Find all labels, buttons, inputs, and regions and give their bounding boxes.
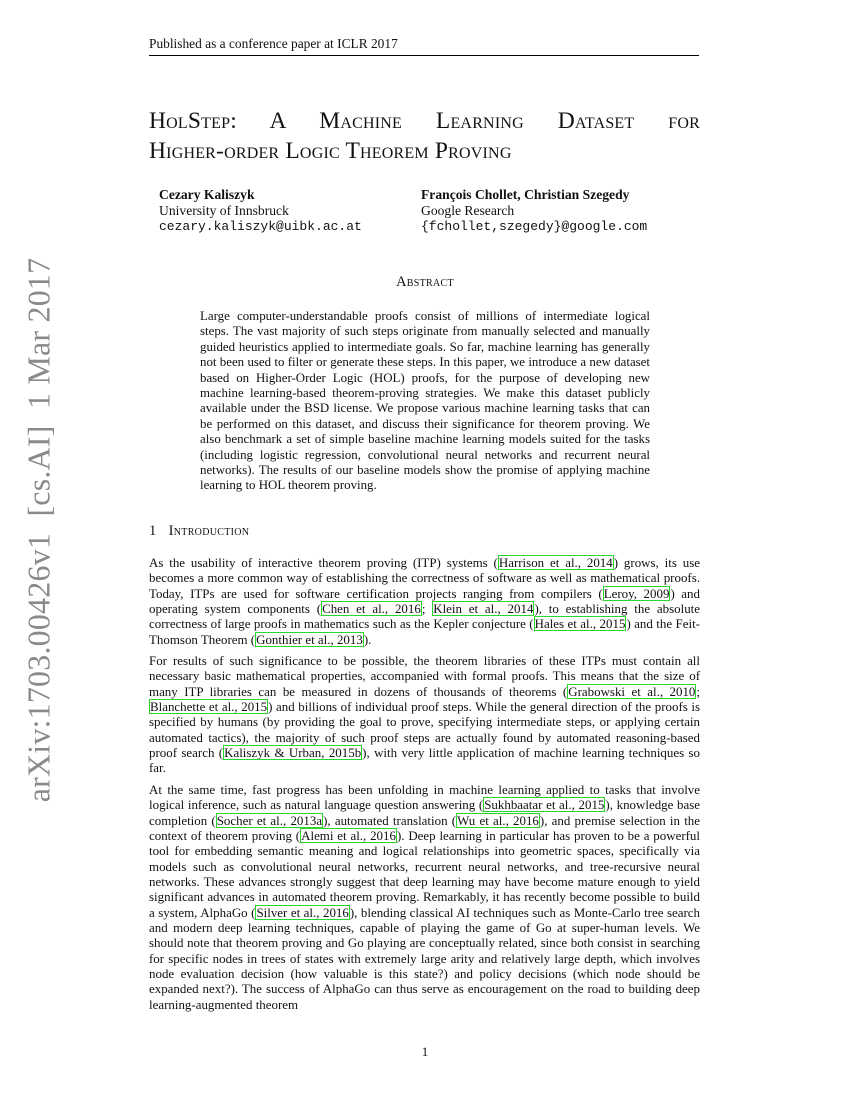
text-run: ). Deep learning in particular has proven to be a powerful tool for embedding semantic meaning and logical relationships into geometric spaces, specifically via models such as convolutional neural networks, recurrent neural networks, and tree-recursive neural networks. These advances strongly suggest that deep learning may have become mature enough to yield significant advances in automated theorem proving. Remarkably, it has recently become possible to build a system, AlphaGo ( — [149, 827, 700, 920]
text-run: ), knowledge base completion ( — [149, 797, 701, 828]
citation-link[interactable]: Harrison et al., 2014 — [498, 555, 613, 570]
section-title: Introduction — [168, 523, 250, 539]
text-run: ; — [696, 683, 700, 699]
paragraph-1 — [149, 555, 700, 647]
citation-link[interactable]: Gonthier et al., 2013 — [256, 631, 363, 647]
text-run: ), blending classical AI techniques such as Monte-Carlo tree search and modern deep learning techniques, capable of playing the game of Go at super-human levels. We should note that theorem proving and Go playing are conceptually related, since both consist in searching for specific nodes in trees of states with extremely large arity and relatively large depth, which involves node evaluation decision (how valuable is this state?) and policy decisions (which node should be expanded next?). The success of AlphaGo can thus serve as encouragement on the road to building deep learning-augmented theorem — [149, 904, 700, 1012]
citation-link[interactable]: Kaliszyk & Urban, 2015b — [224, 745, 362, 761]
introduction-body — [149, 555, 700, 1018]
section-heading-introduction — [149, 523, 249, 540]
citation-link[interactable]: Alemi et al., 2016 — [301, 827, 396, 843]
text-run: ; — [421, 601, 433, 617]
text-run: At the same time, fast progress has been unfolding in machine learning applied to tasks that involve logical inference, such as natural language question answering ( — [149, 781, 700, 813]
text-run: ), and premise selection in the context of theorem proving ( — [149, 812, 701, 843]
text-run: ) and billions of individual proof steps. While the general direction of the proofs is specified by humans (by providing the goal to prove, specifying intermediate steps, or applying certain automated tactics), the majority of such proof steps are actually found by automated reasoning-based proof search ( — [149, 699, 701, 761]
author-block-2 — [421, 187, 647, 235]
text-run: ) and the Feit-Thomson Theorem ( — [149, 616, 700, 647]
citation-link[interactable]: Sukhbaatar et al., 2015 — [484, 797, 605, 813]
citation-link[interactable]: Socher et al., 2013a — [216, 812, 323, 828]
text-run: ), to establishing the absolute correctness of large proofs in mathematics such as the Kepler conjecture ( — [149, 601, 701, 632]
author-email[interactable]: cezary.kaliszyk@uibk.ac.at — [159, 219, 362, 234]
section-number: 1 — [149, 523, 157, 539]
author-name: François Chollet, Christian Szegedy — [421, 187, 630, 202]
citation-link[interactable]: Hales et al., 2015 — [534, 616, 626, 632]
text-run: For results of such significance to be possible, the theorem libraries of these ITPs must contain all necessary basic mathematical properties, accompanied with formal proofs. This means that the size of many ITP libraries can be measured in dozens of thousands of theorems ( — [149, 653, 700, 699]
citation-link[interactable]: Chen et al., 2016 — [322, 601, 421, 617]
text-run: ), with very little application of machine learning techniques so far. — [149, 745, 700, 776]
paragraph-2 — [149, 653, 700, 776]
text-run: ) and operating system components ( — [149, 585, 700, 617]
author-affiliation: University of Innsbruck — [159, 203, 289, 218]
citation-link[interactable]: Leroy, 2009 — [603, 585, 670, 601]
running-header: Published as a conference paper at ICLR 2017 — [149, 36, 699, 56]
citation-link[interactable]: Silver et al., 2016 — [256, 904, 349, 920]
title-line-2: Higher-order Logic Theorem Proving — [149, 138, 512, 164]
text-run: As the usability of interactive theorem proving (ITP) systems ( — [149, 555, 498, 570]
abstract-text: Large computer-understandable proofs consist of millions of intermediate logical steps. The vast majority of such steps originate from manually selected and manually guided heuristics applied to intermediate goals. So far, machine learning has generally not been used to filter or generate these steps. In this paper, we introduce a new dataset based on Higher-Order Logic (HOL) proofs, for the purpose of developing new machine learning-based theorem-proving strategies. We make this dataset publicly available under the BSD license. We propose various machine learning tasks that can be performed on this dataset, and discuss their significance for theorem proving. We also benchmark a set of simple baseline machine learning models suited for the tasks (including logistic regression, convolutional neural networks and recurrent neural networks). The results of our baseline models show the promise of applying machine learning to HOL theorem proving. — [200, 309, 650, 493]
author-email[interactable]: {fchollet,szegedy}@google.com — [421, 219, 648, 234]
author-name: Cezary Kaliszyk — [159, 187, 255, 202]
text-run: ) grows, its use becomes a more common way of establishing the correctness of software as well as mathematical proofs. Today, ITPs are used for software certification projects ranging from compilers ( — [149, 555, 700, 601]
page-number: 1 — [421, 1044, 429, 1059]
arxiv-identifier-stamp: arXiv:1703.00426v1 [cs.AI] 1 Mar 2017 — [20, 257, 57, 803]
text-run: ), automated translation ( — [323, 812, 457, 828]
citation-link[interactable]: Klein et al., 2014 — [433, 601, 534, 617]
paragraph-3 — [149, 782, 700, 1012]
author-block-1 — [159, 187, 362, 235]
paper-title — [149, 106, 700, 166]
citation-link[interactable]: Grabowski et al., 2010 — [568, 683, 696, 699]
text-run: ). — [363, 631, 372, 647]
author-affiliation: Google Research — [421, 203, 515, 218]
abstract-heading: Abstract — [396, 274, 454, 290]
title-line-1: HolStep: A Machine Learning Dataset for — [149, 108, 700, 134]
citation-link[interactable]: Blanchette et al., 2015 — [150, 699, 268, 715]
citation-link[interactable]: Wu et al., 2016 — [457, 812, 539, 828]
